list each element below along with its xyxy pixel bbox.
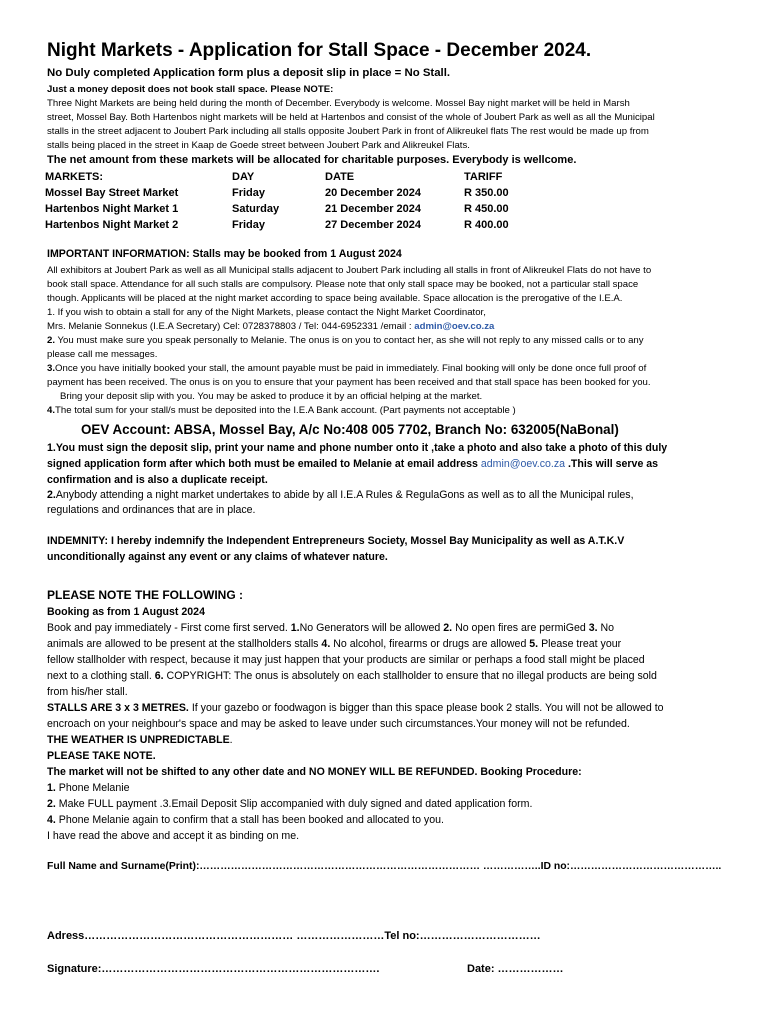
market-name: Hartenbos Night Market 2	[45, 219, 179, 231]
contact-details: Mrs. Melanie Sonnekus (I.E.A Secretary) Cel: 0728378803 / Tel: 044-6952331 /email :	[47, 321, 415, 332]
no-shift-line: The market will not be shifted to any other date and NO MONEY WILL BE REFUNDED. Booking Procedure:	[47, 766, 582, 778]
market-day: Friday	[232, 219, 266, 231]
note-paragraph-line: from his/her stall.	[47, 686, 128, 698]
market-tariff: R 350.00	[464, 187, 509, 199]
important-line: book stall space. Attendance for all such stalls are compulsory. Please note that only stall space may be booked, not a particular stall space	[47, 279, 639, 290]
step-text: Make FULL payment .3.Email Deposit Slip accompanied with duly signed and dated application form.	[55, 798, 533, 810]
note-text: No Generators will be allowed	[299, 622, 444, 634]
step-text: Phone Melanie again to confirm that a stall has been booked and allocated to you.	[55, 814, 444, 826]
note-text: No alcohol, firearms or drugs are allowed	[330, 638, 530, 650]
market-date: 21 December 2024	[325, 203, 422, 215]
note-text: next to a clothing stall.	[47, 670, 155, 682]
market-tariff: R 450.00	[464, 203, 509, 215]
sign-text: .This will serve as	[565, 458, 659, 470]
booking-from: Booking as from 1 August 2024	[47, 606, 205, 618]
market-date: 20 December 2024	[325, 187, 422, 199]
item-1-line: 1. If you wish to obtain a stall for any of the Night Markets, please contact the Night Market Coordinator,	[47, 307, 486, 318]
procedure-step	[47, 798, 532, 810]
item-number: 2.	[47, 335, 56, 346]
step-number: 4.	[47, 814, 56, 826]
note-paragraph-line	[47, 670, 657, 682]
form-title: Night Markets - Application for Stall Space - December 2024.	[47, 40, 592, 61]
oev-account-line: OEV Account: ABSA, Mossel Bay, A/c No:408 005 7702, Branch No: 632005(NaBonal)	[81, 422, 619, 437]
address-field[interactable]: Adress………………………………………………… ……………………Tel no:……………………………	[47, 930, 541, 942]
note-number: 3.	[588, 622, 598, 634]
table-header-row	[45, 169, 544, 185]
item-3-line	[47, 362, 646, 376]
rules-text: Anybody attending a night market undertakes to abide by all I.E.A Rules & RegulaGons as well as to all the Municipal rules,	[55, 489, 634, 501]
note-number: 4.	[321, 638, 331, 650]
sign-line: confirmation and is also a duplicate receipt.	[47, 474, 268, 486]
intro-line: stalls being placed in the street in Kaap de Goede street between Joubert Park and Alikreukel Flats.	[47, 140, 470, 151]
intro-line: stalls in the street adjacent to Joubert Park including all stalls opposite Joubert Park in front of Alikreukel flats The rest would be made up from	[47, 126, 649, 137]
item-2-line	[47, 334, 644, 348]
item-text: You must make sure you speak personally to Melanie. The onus is on you to contact her, as she will not reply to any missed calls or to any	[55, 335, 644, 346]
weather-dot: .	[229, 734, 233, 746]
note-paragraph-line	[47, 622, 614, 634]
market-name: Mossel Bay Street Market	[45, 187, 179, 199]
market-day: Friday	[232, 187, 266, 199]
sign-text: signed application form after which both must be emailed to Melanie at email address	[47, 458, 481, 470]
market-day: Saturday	[232, 203, 280, 215]
note-text: No open fires are permiGed	[452, 622, 589, 634]
table-row	[45, 201, 544, 217]
note-line: Just a money deposit does not book stall space. Please NOTE:	[47, 84, 334, 95]
note-text: Please treat your	[538, 638, 622, 650]
item-number: 2.	[47, 489, 56, 501]
indemnity-line: unconditionally against any event or any claims of whatever nature.	[47, 551, 388, 563]
procedure-step	[47, 782, 129, 794]
item-3-line: Bring your deposit slip with you. You may be asked to produce it by an official helping at the market.	[60, 391, 483, 402]
stalls-size: STALLS ARE 3 x 3 METRES.	[47, 702, 189, 714]
header-markets: MARKETS:	[45, 171, 104, 183]
note-paragraph-line	[47, 638, 621, 650]
date-field[interactable]: Date: ………………	[467, 963, 564, 975]
stalls-line	[47, 702, 664, 714]
important-heading: IMPORTANT INFORMATION: Stalls may be booked from 1 August 2024	[47, 248, 402, 260]
step-text: Phone Melanie	[55, 782, 130, 794]
note-number: 2.	[443, 622, 453, 634]
markets-table	[45, 169, 544, 233]
rules-line	[47, 489, 634, 501]
important-line: All exhibitors at Joubert Park as well as all Municipal stalls adjacent to Joubert Park including all stalls in front of Alikreukel Flats do not have to	[47, 265, 652, 276]
step-number: 1.	[47, 782, 56, 794]
note-text: No	[597, 622, 615, 634]
stalls-text: If your gazebo or foodwagon is bigger than this space please book 2 stalls. You will not be allowed to	[188, 702, 664, 714]
table-row	[45, 217, 544, 233]
note-number: 1.	[290, 622, 300, 634]
full-name-field[interactable]: Full Name and Surname(Print):……………………………………………………………………… ……………..ID no:……………………………………..	[47, 861, 722, 872]
item-4-line	[47, 404, 516, 418]
stalls-line: encroach on your neighbour's space and may be asked to leave under such circumstances.Your money will not be refunded.	[47, 718, 630, 730]
charity-line: The net amount from these markets will be allocated for charitable purposes. Everybody is wellcome.	[47, 154, 577, 166]
note-number: 5.	[529, 638, 539, 650]
weather-line	[47, 734, 233, 746]
email-link[interactable]: admin@oev.co.za	[480, 458, 566, 470]
rules-line: regulations and ordinances that are in place.	[47, 504, 256, 516]
important-line: though. Applicants will be placed at the night market according to space being available. Space allocation is the prerogative of the I.E.A.	[47, 293, 623, 304]
email-link[interactable]: admin@oev.co.za	[414, 321, 495, 332]
header-date: DATE	[325, 171, 355, 183]
table-row	[45, 185, 544, 201]
item-text: Once you have initially booked your stall, the amount payable must be paid in immediately. Final booking will only be done once full proof of	[55, 363, 647, 374]
intro-line: street, Mossel Bay. Both Hartenbos night markets will be held at Hartenbos and consist of the whole of Joubert Park as well as all the Municipal	[47, 112, 655, 123]
header-tariff: TARIFF	[464, 171, 503, 183]
note-text: animals are allowed to be present at the stallholders stalls	[47, 638, 322, 650]
item-1-contact	[47, 320, 494, 334]
item-number: 4.	[47, 405, 56, 416]
take-note: PLEASE TAKE NOTE.	[47, 750, 156, 762]
sign-line	[47, 458, 658, 470]
step-number: 2.	[47, 798, 56, 810]
note-text: COPYRIGHT: The onus is absolutely on each stallholder to ensure that no illegal products are being sold	[163, 670, 657, 682]
market-date: 27 December 2024	[325, 219, 422, 231]
intro-line: Three Night Markets are being held during the month of December. Everybody is welcome. Mossel Bay night market will be held in Marsh	[47, 98, 630, 109]
header-day: DAY	[232, 171, 255, 183]
accept-line: I have read the above and accept it as binding on me.	[47, 830, 300, 842]
item-text: The total sum for your stall/s must be deposited into the I.E.A Bank account. (Part payments not acceptable )	[55, 405, 516, 416]
item-3-line: payment has been received. The onus is on you to ensure that your payment has been received and that stall space has been booked for you.	[47, 377, 651, 388]
procedure-step	[47, 814, 444, 826]
sign-line: 1.You must sign the deposit slip, print your name and phone number onto it ,take a photo and also take a photo of this duly	[47, 442, 668, 454]
weather-text: THE WEATHER IS UNPREDICTABLE	[47, 734, 230, 746]
subtitle: No Duly completed Application form plus a deposit slip in place = No Stall.	[47, 67, 451, 79]
item-number: 3.	[47, 363, 56, 374]
market-tariff: R 400.00	[464, 219, 509, 231]
please-note-heading: PLEASE NOTE THE FOLLOWING :	[47, 588, 243, 602]
item-2-line: please call me messages.	[47, 349, 158, 360]
note-text: Book and pay immediately - First come first served.	[47, 622, 291, 634]
indemnity-line: INDEMNITY: I hereby indemnify the Independent Entrepreneurs Society, Mossel Bay Municipality as well as A.T.K.V	[47, 535, 625, 547]
note-number: 6.	[154, 670, 164, 682]
note-paragraph-line: fellow stallholder with respect, because it may just happen that your products are similar or perhaps a food stall might be placed	[47, 654, 645, 666]
market-name: Hartenbos Night Market 1	[45, 203, 179, 215]
signature-field[interactable]: Signature:………………………………………………………………….	[47, 963, 380, 975]
